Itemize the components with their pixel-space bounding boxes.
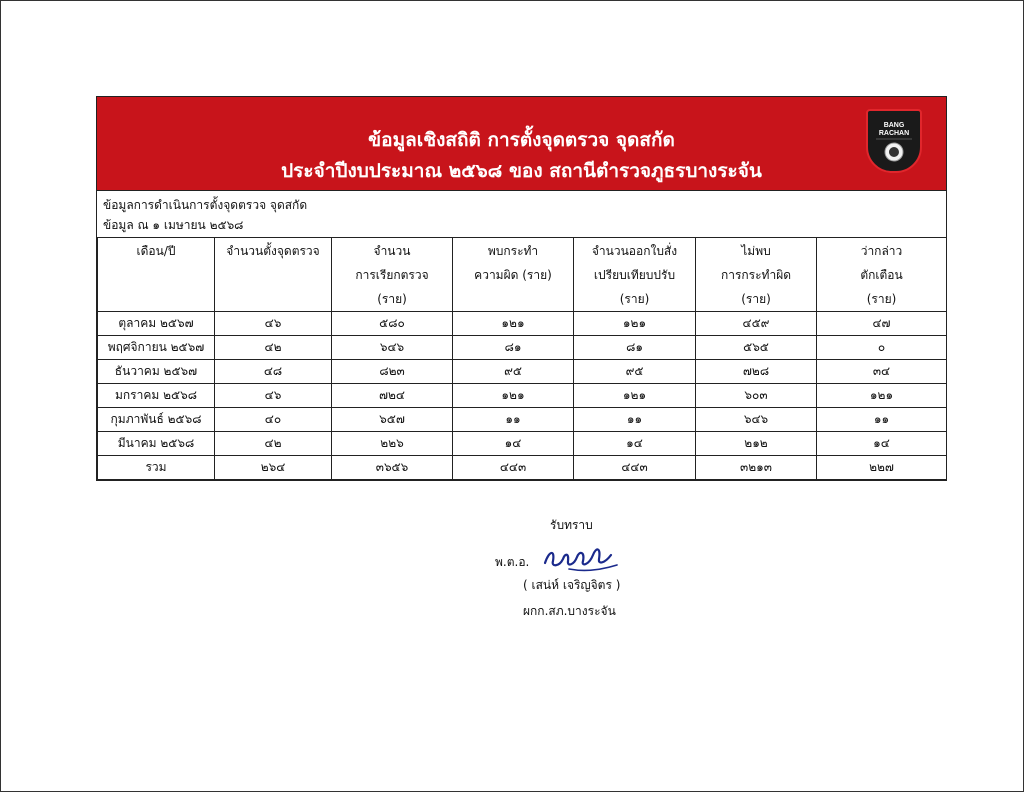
month-cell: พฤศจิกายน ๒๕๖๗	[98, 336, 215, 360]
value-cell: ๕๘๐	[332, 312, 453, 336]
value-cell: ๑๒๑	[574, 384, 696, 408]
total-value: ๓๒๑๓	[696, 456, 817, 480]
value-cell: ๑๑	[453, 408, 574, 432]
value-cell: ๗๒๔	[332, 384, 453, 408]
info-block	[97, 190, 946, 237]
column-header-line: (ราย)	[866, 292, 897, 306]
value-cell: ๓๔	[817, 360, 947, 384]
column-header-line: (ราย)	[619, 292, 650, 306]
column-header-line: (ราย)	[741, 292, 771, 306]
total-value: ๒๖๔	[215, 456, 332, 480]
column-header-line: การเรียกตรวจ	[355, 268, 429, 282]
total-value: ๔๔๓	[453, 456, 574, 480]
table-row	[98, 312, 947, 336]
title-banner	[97, 97, 946, 190]
value-cell: ๔๐	[215, 408, 332, 432]
value-cell: ๙๕	[453, 360, 574, 384]
column-header-line: เดือน/ปี	[136, 244, 176, 258]
column-header	[453, 238, 574, 312]
value-cell: ๖๔๖	[332, 336, 453, 360]
report-subtitle: ประจำปีงบประมาณ ๒๕๖๘ ของ สถานีตำรวจภูธรบางระจัน	[281, 160, 762, 182]
value-cell: ๖๕๗	[332, 408, 453, 432]
value-cell: ๔๒	[215, 432, 332, 456]
value-cell: ๖๐๓	[696, 384, 817, 408]
report-sheet	[96, 96, 947, 481]
value-cell: ๑๔	[574, 432, 696, 456]
value-cell: ๘๑	[453, 336, 574, 360]
value-cell: ๑๑	[817, 408, 947, 432]
value-cell: ๔๕๙	[696, 312, 817, 336]
column-header-line: (ราย)	[377, 292, 407, 306]
month-cell: ธันวาคม ๒๕๖๗	[98, 360, 215, 384]
value-cell: ๘๑	[574, 336, 696, 360]
report-title: ข้อมูลเชิงสถิติ การตั้งจุดตรวจ จุดสกัด	[368, 129, 675, 151]
table-body	[98, 312, 947, 480]
value-cell: ๑๒๑	[453, 384, 574, 408]
column-header	[98, 238, 215, 312]
month-cell: กุมภาพันธ์ ๒๕๖๘	[98, 408, 215, 432]
column-header-line: เปรียบเทียบปรับ	[593, 268, 676, 282]
acknowledged-label: รับทราบ	[550, 518, 593, 532]
column-header-line: จำนวนออกใบสั่ง	[591, 244, 678, 258]
rank-label: พ.ต.อ.	[495, 555, 530, 569]
value-cell: ๔๘	[215, 360, 332, 384]
logo-text-rachan: RACHAN	[878, 130, 910, 137]
value-cell: ๗๒๘	[696, 360, 817, 384]
column-header-line: ตักเตือน	[860, 268, 903, 282]
table-row	[98, 336, 947, 360]
table-header-row	[98, 238, 947, 312]
signer-position: ผกก.สภ.บางระจัน	[523, 604, 616, 618]
value-cell: ๑๒๑	[817, 384, 947, 408]
total-value: ๔๔๓	[574, 456, 696, 480]
value-cell: ๔๗	[817, 312, 947, 336]
total-label: รวม	[98, 456, 215, 480]
value-cell: ๘๒๓	[332, 360, 453, 384]
table-row	[98, 408, 947, 432]
column-header-line: พบกระทำ	[487, 244, 539, 258]
column-header	[332, 238, 453, 312]
logo-text-bang: BANG	[883, 122, 905, 129]
value-cell: ๐	[817, 336, 947, 360]
table-row	[98, 384, 947, 408]
value-cell: ๖๔๖	[696, 408, 817, 432]
station-logo	[866, 109, 922, 173]
column-header	[817, 238, 947, 312]
value-cell: ๒๑๒	[696, 432, 817, 456]
value-cell: ๑๔	[817, 432, 947, 456]
value-cell: ๑๑	[574, 408, 696, 432]
value-cell: ๙๕	[574, 360, 696, 384]
value-cell: ๔๖	[215, 384, 332, 408]
column-header-line: การกระทำผิด	[720, 268, 792, 282]
column-header-line: ไม่พบ	[741, 244, 771, 258]
month-cell: มกราคม ๒๕๖๘	[98, 384, 215, 408]
month-cell: มีนาคม ๒๕๖๘	[98, 432, 215, 456]
value-cell: ๒๒๖	[332, 432, 453, 456]
signer-name: ( เสน่ห์ เจริญจิตร )	[523, 578, 621, 592]
value-cell: ๔๒	[215, 336, 332, 360]
value-cell: ๔๖	[215, 312, 332, 336]
total-value: ๓๖๕๖	[332, 456, 453, 480]
value-cell: ๑๔	[453, 432, 574, 456]
month-cell: ตุลาคม ๒๕๖๗	[98, 312, 215, 336]
value-cell: ๑๒๑	[453, 312, 574, 336]
column-header	[696, 238, 817, 312]
table-row	[98, 360, 947, 384]
info-date-label: ข้อมูล ณ ๑ เมษายน ๒๕๖๘	[103, 218, 244, 232]
statistics-table	[97, 237, 947, 480]
column-header-line: ความผิด (ราย)	[474, 268, 552, 282]
column-header	[215, 238, 332, 312]
table-row	[98, 432, 947, 456]
handwritten-signature	[541, 541, 621, 577]
column-header-line: จำนวนตั้งจุดตรวจ	[226, 244, 320, 258]
total-row	[98, 456, 947, 480]
value-cell: ๑๒๑	[574, 312, 696, 336]
column-header	[574, 238, 696, 312]
column-header-line: ว่ากล่าว	[860, 244, 903, 258]
value-cell: ๕๖๕	[696, 336, 817, 360]
column-header-line: จำนวน	[373, 244, 411, 258]
total-value: ๒๒๗	[817, 456, 947, 480]
info-operation-label: ข้อมูลการดำเนินการตั้งจุดตรวจ จุดสกัด	[103, 198, 308, 212]
